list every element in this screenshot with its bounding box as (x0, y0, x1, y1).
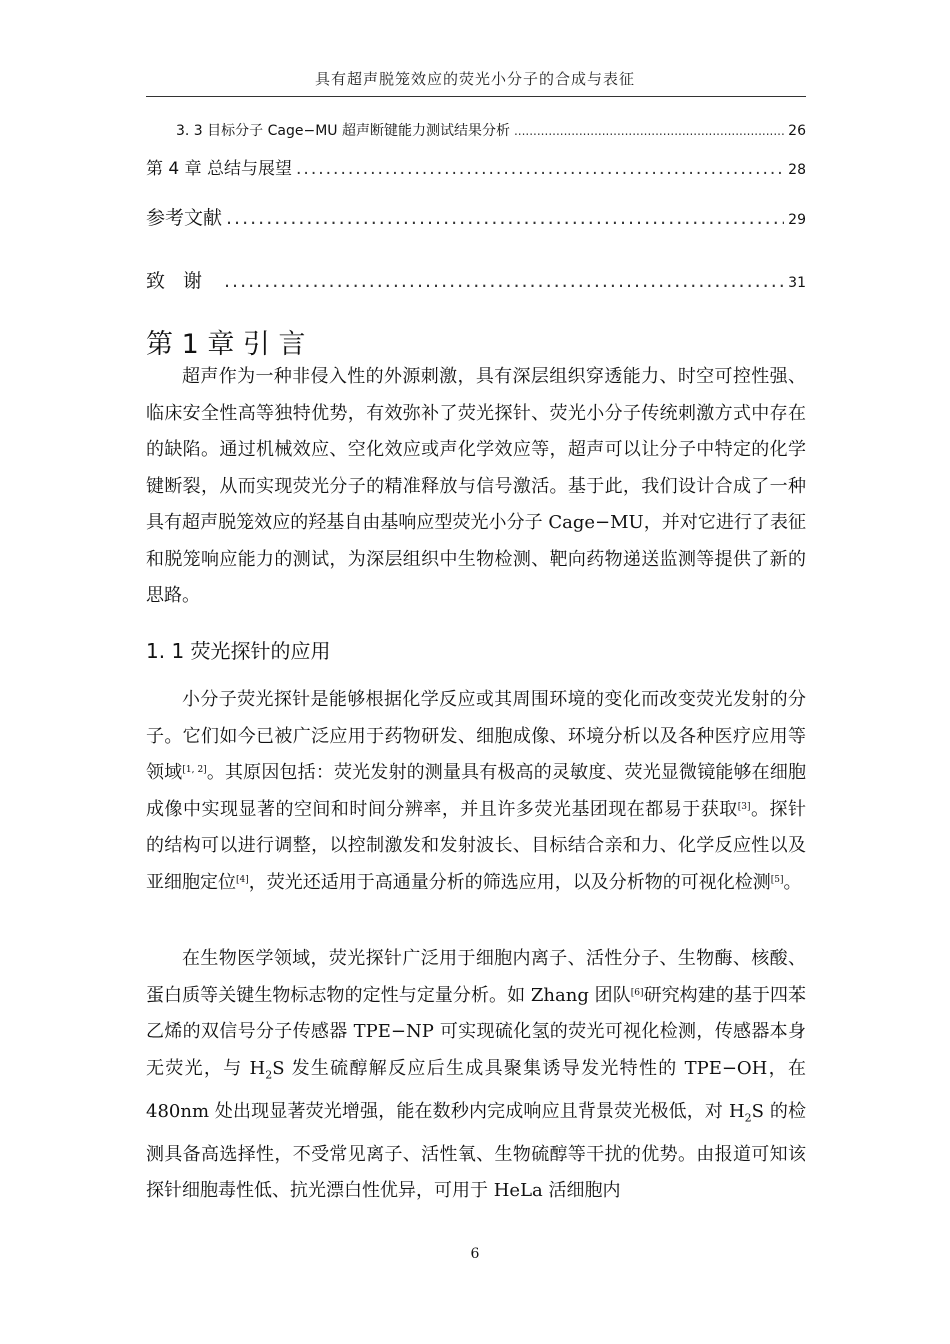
citation-ref[interactable]: [6] (630, 987, 644, 998)
paragraph-text: S 发生硫醇解反应后生成具聚集诱导发光特性的 TPE−OH，在 480nm 处出现显著荧光增强，能在数秒内完成响应且背景荧光极低，对 H (146, 1057, 806, 1122)
toc-entry-label: 第 4 章 总结与展望 (146, 159, 293, 179)
header-rule (146, 96, 806, 97)
toc-entry-label: 参考文献 (146, 207, 223, 229)
subscript: 2 (744, 1111, 752, 1125)
citation-ref[interactable]: [4] (236, 874, 249, 885)
citation-ref[interactable]: [1, 2] (182, 765, 207, 775)
toc-leader-dots (514, 124, 784, 138)
citation-ref[interactable]: [5] (770, 874, 784, 885)
toc-entry-page: 29 (788, 212, 806, 228)
toc-leader-dots (296, 159, 784, 179)
toc-entry-page: 26 (788, 123, 806, 139)
toc-leader-dots (226, 207, 784, 229)
paragraph-text: 。其原因包括：荧光发射的测量具有极高的灵敏度、荧光显微镜能够在细胞成像中实现显著的空间和时间分辨率，并且许多荧光基团现在都易于获取 (146, 762, 806, 820)
paragraph-text: S 的检测具备高选择性，不受常见离子、活性氧、生物硫醇等干扰的优势。由报道可知该探针细胞毒性低、抗光漂白性优异，可用于 HeLa 活细胞内 (146, 1100, 806, 1202)
paragraph-text: ，荧光还适用于高通量分析的筛选应用，以及分析物的可视化检测 (248, 871, 771, 893)
paragraph-text: 小分子荧光探针是能够根据化学反应或其周围环境的变化而改变荧光发射的分子。它们如今已被广泛应用于药物研发、细胞成像、环境分析以及各种医疗应用等领域 (146, 689, 806, 783)
subscript: 2 (265, 1068, 273, 1082)
toc-entry-label: 致谢 (146, 270, 221, 292)
paragraph-text: 。 (783, 871, 802, 893)
toc-entry-acknowledgements[interactable] (146, 266, 806, 293)
running-header: 具有超声脱笼效应的荧光小分子的合成与表征 (314, 70, 635, 88)
toc-leader-dots (224, 270, 784, 292)
paragraph-probe-overview (146, 682, 806, 901)
paragraph-text: 研究构建的基于四苯乙烯的双信号分子传感器 TPE−NP 可实现硫化氢的荧光可视化检测，传感器本身无荧光，与 H (146, 984, 807, 1079)
paragraph-intro: 超声作为一种非侵入性的外源刺激，具有深层组织穿透能力、时空可控性强、临床安全性高等独特优势，有效弥补了荧光探针、荧光小分子传统刺激方式中存在的缺陷。通过机械效应、空化效应或声化学效应等，超声可以让分子中特定的化学键断裂，从而实现荧光分子的精准释放与信号激活。基于此，我们设计合成了一种具有超声脱笼效应的羟基自由基响应型荧光小分子 Cage−MU，并对它进行了表征和脱笼响应能力的测试，为深层组织中生物检测、靶向药物递送监测等提供了新的思路。 (146, 366, 806, 606)
paragraph-text: 在生物医学领域，荧光探针广泛用于细胞内离子、活性分子、生物酶、核酸、蛋白质等关键生物标志物的定性与定量分析。如 Zhang 团队 (146, 948, 806, 1006)
toc-entry-3-3[interactable] (176, 120, 806, 140)
toc-entry-page: 31 (788, 275, 806, 291)
paragraph-text: 。探针的结构可以进行调整，以控制激发和发射波长、目标结合亲和力、化学反应性以及亚细胞定位 (146, 798, 807, 893)
page-number: 6 (470, 1246, 480, 1262)
toc-entry-chapter-4[interactable] (146, 154, 806, 179)
toc-entry-references[interactable] (146, 203, 806, 230)
citation-ref[interactable]: [3] (737, 801, 751, 812)
toc-entry-page: 28 (788, 162, 806, 178)
chapter-title: 第 1 章 引 言 (146, 329, 306, 360)
paragraph-biomedical (146, 941, 806, 1210)
section-title: 1. 1 荧光探针的应用 (146, 639, 331, 663)
toc-entry-label: 3. 3 目标分子 Cage−MU 超声断键能力测试结果分析 (176, 123, 510, 139)
